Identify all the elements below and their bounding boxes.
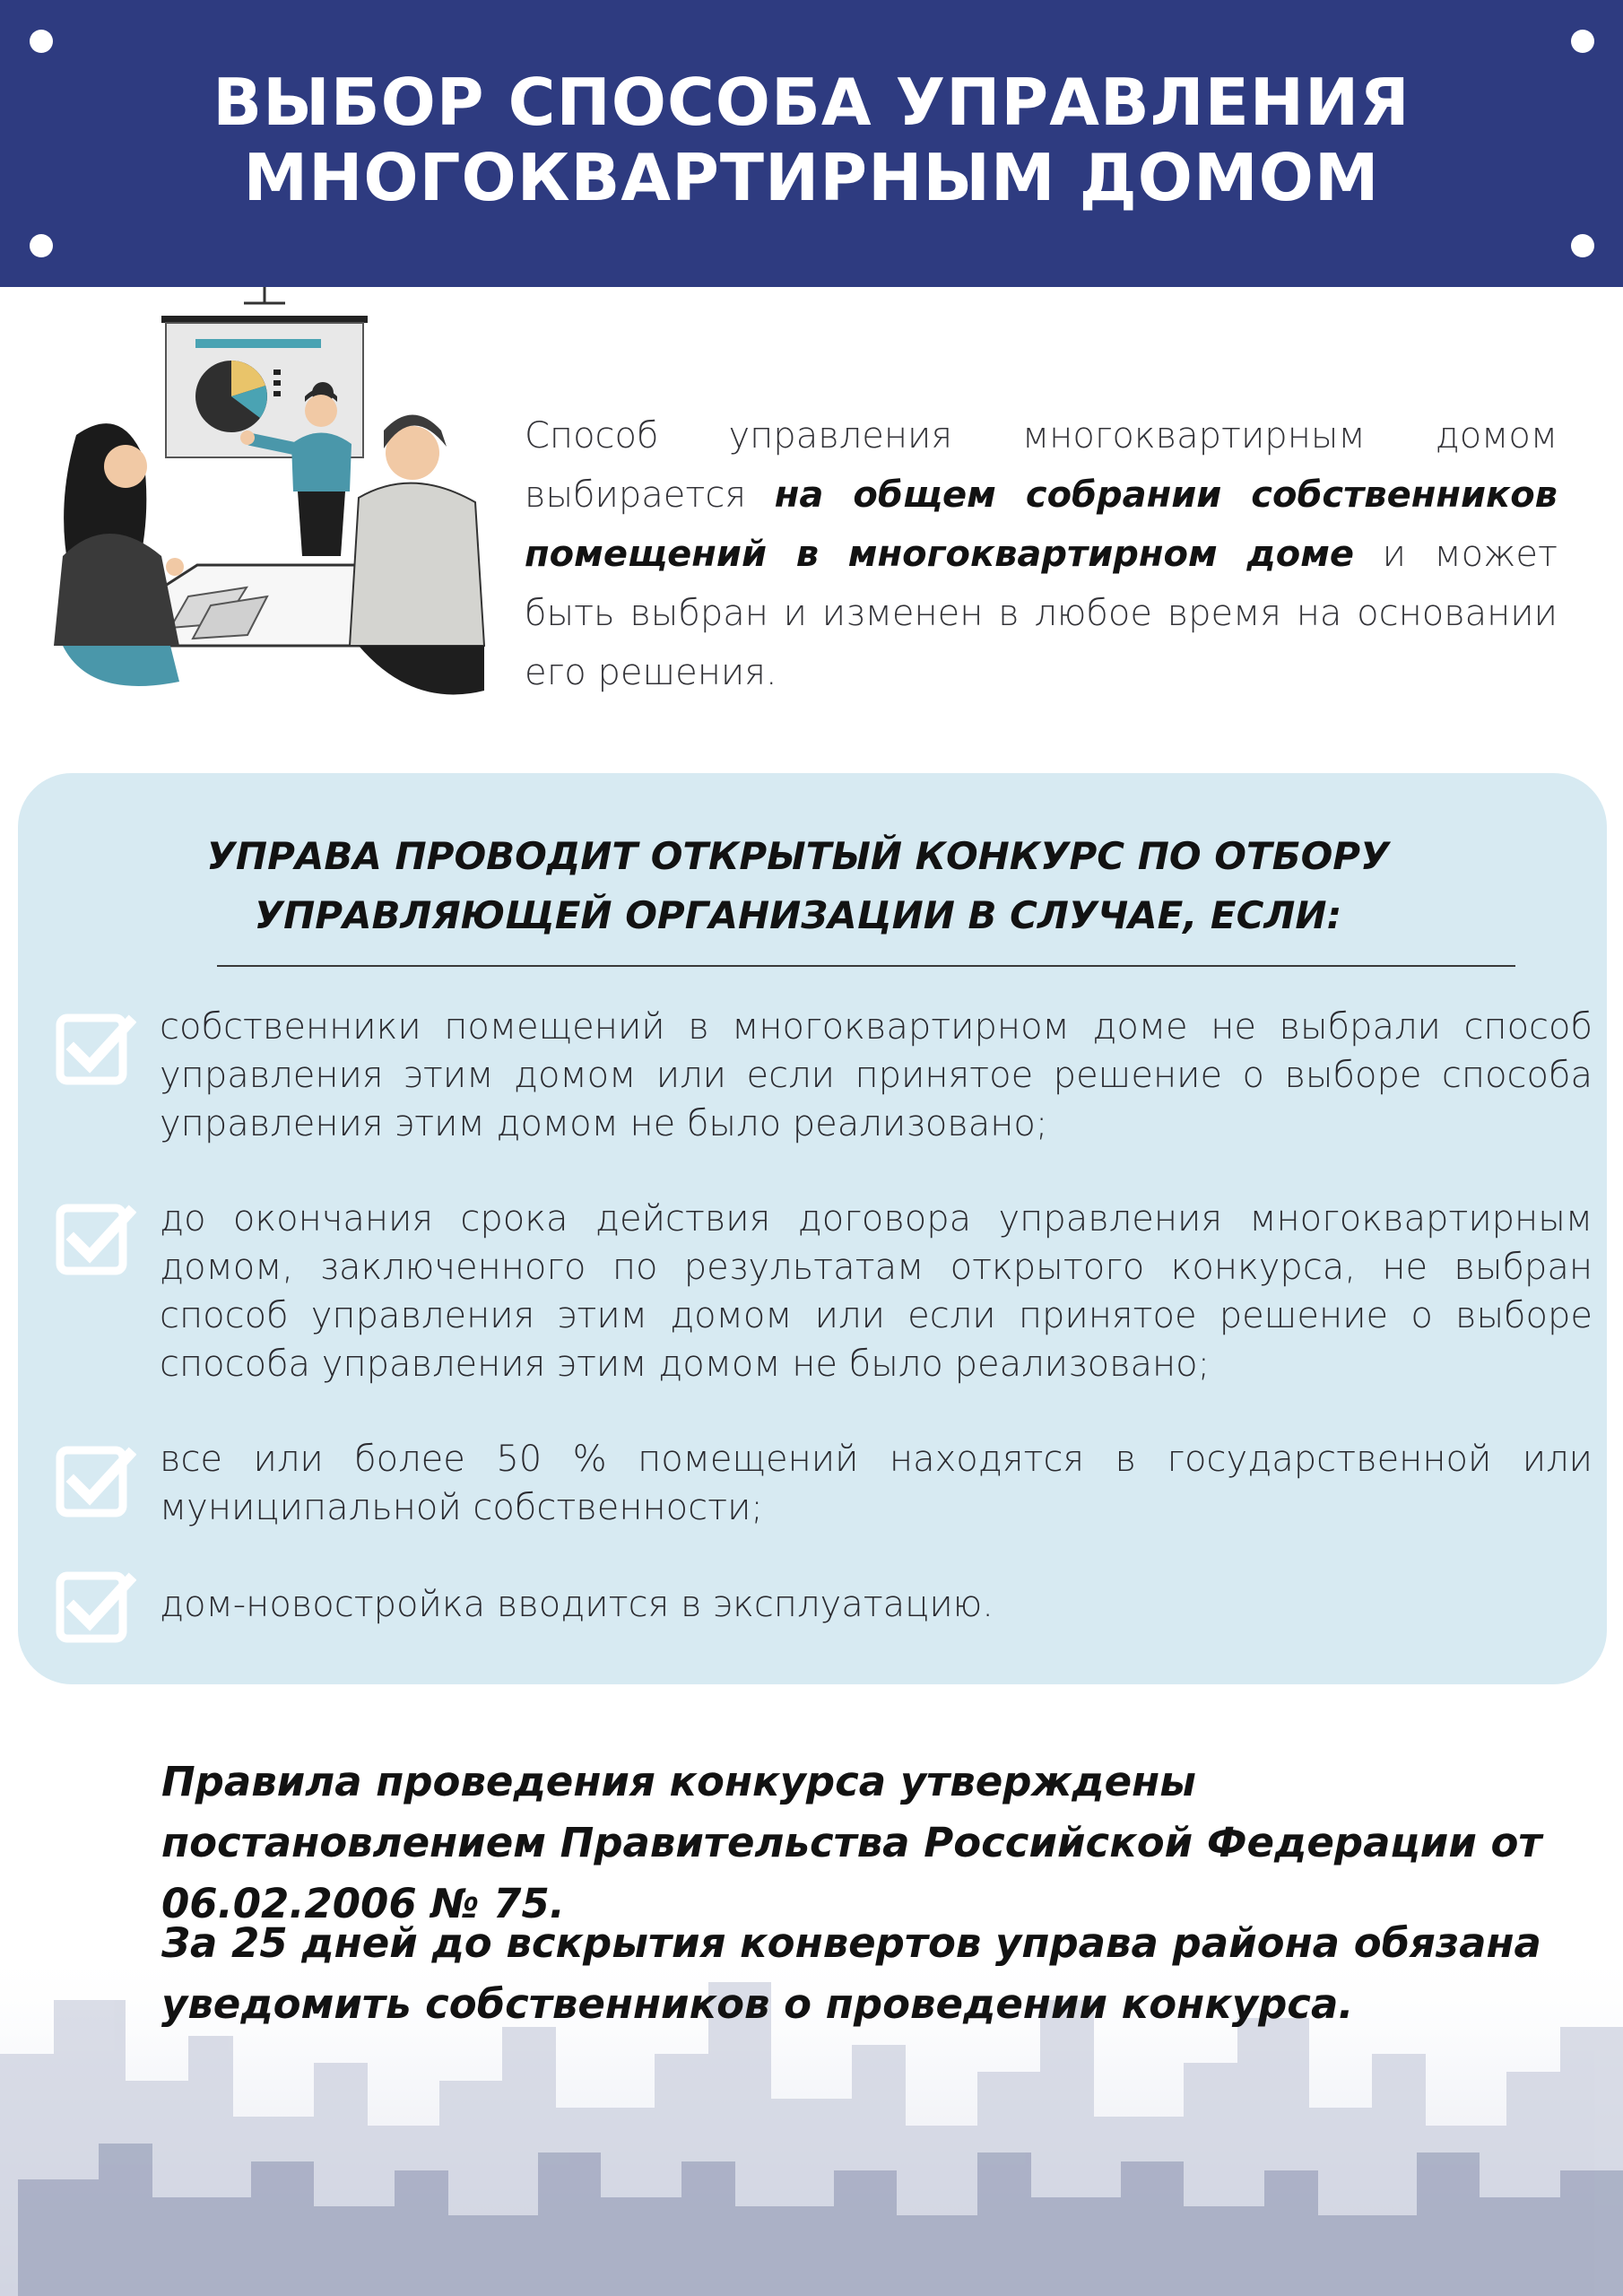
intro-text-start: Способ управления многоквартирным домом выбирается — [525, 415, 1558, 516]
condition-item: собственники помещений в многоквартирном доме не выбрали способ управления этим домом или если принятое решение о выборе способа управления этим домом не было реализовано; — [160, 1006, 1593, 1144]
checkbox-icon — [54, 1202, 136, 1284]
checkbox-icon — [54, 1444, 136, 1526]
corner-dot — [30, 30, 53, 53]
intro-text-bold: на общем собрании собственников помещений в многоквартирном доме — [525, 474, 1558, 575]
notice-note: За 25 дней до вскрытия конвертов управа района обязана уведомить собственников о проведении конкурса. — [161, 1919, 1541, 2028]
corner-dot — [30, 234, 53, 257]
page-title-line1: ВЫБОР СПОСОБА УПРАВЛЕНИЯ — [213, 65, 1410, 140]
corner-dot — [1571, 30, 1594, 53]
intro-text-end: и может быть выбран и изменен в любое время на основании его решения. — [525, 534, 1558, 693]
condition-item: все или более 50 % помещений находятся в государственной или муниципальной собственности; — [160, 1439, 1593, 1528]
divider — [217, 965, 1515, 967]
conditions-heading — [152, 827, 1444, 945]
corner-dot — [1571, 234, 1594, 257]
conditions-heading-line2: УПРАВЛЯЮЩЕЙ ОРГАНИЗАЦИИ В СЛУЧАЕ, ЕСЛИ: — [254, 893, 1342, 937]
intro-paragraph — [525, 406, 1558, 702]
conditions-heading-line1: УПРАВА ПРОВОДИТ ОТКРЫТЫЙ КОНКУРС ПО ОТБОРУ — [206, 834, 1390, 878]
condition-item: до окончания срока действия договора управления многоквартирным домом, заключенного по результатам открытого конкурса, не выбран способ управления этим домом или если принятое решение о выборе способа управления этим домом не было реализовано; — [160, 1198, 1593, 1385]
conditions-panel — [18, 773, 1607, 1684]
checkbox-icon — [54, 1012, 136, 1094]
header-banner — [0, 0, 1623, 287]
meeting-illustration — [36, 287, 502, 709]
checkbox-icon — [54, 1570, 136, 1652]
rules-note: Правила проведения конкурса утверждены постановлением Правительства Российской Федерации от 06.02.2006 № 75. — [161, 1758, 1542, 1927]
page-title-line2: МНОГОКВАРТИРНЫМ ДОМОМ — [243, 140, 1380, 215]
page-title — [126, 65, 1497, 215]
condition-item: дом-новостройка вводится в эксплуатацию. — [160, 1584, 994, 1625]
